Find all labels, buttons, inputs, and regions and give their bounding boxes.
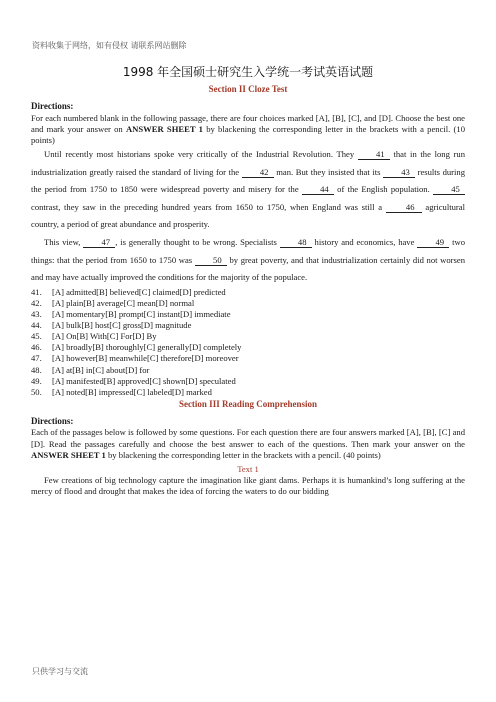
option-choices: [A] noted[B] impressed[C] labeled[D] marked — [52, 386, 212, 397]
option-choices: [A] On[B] With[C] For[D] By — [52, 331, 157, 342]
option-choices: [A] plain[B] average[C] mean[D] normal — [52, 297, 195, 308]
blank-44: 44 — [302, 184, 334, 195]
passage-text: , is generally thought to be wrong. Specialists — [115, 237, 280, 248]
answer-sheet-ref: ANSWER SHEET 1 — [125, 123, 203, 134]
page-title: 1998 年全国硕士研究生入学统一考试英语试题 — [122, 65, 374, 79]
passage-text: by great poverty, and that industrialization certainly did not worsen and may have actually improved the conditions for the majority of the populace. — [31, 254, 465, 283]
option-row — [31, 376, 465, 387]
directions-text: by blackening the corresponding letter in the brackets with a pencil. (40 points) — [105, 449, 381, 460]
blank-45: 45 — [433, 184, 465, 195]
header-note: 资料收集于网络，如有侵权 请联系网站删除 — [32, 41, 187, 50]
option-number: 47. — [31, 353, 42, 364]
passage-text: man. But they insisted that its — [273, 166, 384, 177]
passage-text: contrast, they saw in the preceding hundred years from 1650 to 1750, when England was still a — [31, 201, 386, 212]
text-1-heading: Text 1 — [237, 463, 259, 474]
option-row — [31, 353, 465, 364]
option-number: 44. — [31, 320, 42, 331]
option-row — [31, 309, 465, 320]
answer-sheet-ref: ANSWER SHEET 1 — [31, 449, 106, 460]
content-area — [31, 63, 465, 497]
option-number: 43. — [31, 309, 42, 320]
blank-43: 43 — [383, 167, 415, 178]
option-row — [31, 387, 465, 398]
cloze-paragraph-2 — [31, 234, 465, 287]
passage-text: that in the long run industrialization greatly raised the standard of living for the — [31, 149, 465, 177]
option-choices: [A] manifested[B] approved[C] shown[D] speculated — [52, 375, 236, 386]
directions-label: Directions: — [31, 101, 74, 111]
blank-41: 41 — [358, 149, 390, 160]
option-row — [31, 320, 465, 331]
directions-label: Directions: — [31, 415, 74, 426]
directions-text: For each numbered blank in the following passage, there are four choices marked [A], [B], [C], and [D]. Choose the best one and mark your answer on — [31, 112, 465, 134]
option-row — [31, 298, 465, 309]
directions-text: Each of the passages below is followed by some questions. For each question there are four answers marked [A], [B], [C] and [D]. Read the passages carefully and choose the best answer to each of the questions. Then mark your answer on the — [31, 427, 465, 449]
option-row — [31, 365, 465, 376]
option-choices: [A] bulk[B] host[C] gross[D] magnitude — [52, 320, 192, 331]
option-number: 45. — [31, 331, 42, 342]
option-choices: [A] admitted[B] believed[C] claimed[D] predicted — [52, 286, 226, 297]
option-number: 42. — [31, 297, 42, 308]
option-choices: [A] at[B] in[C] about[D] for — [52, 364, 150, 375]
blank-49: 49 — [417, 237, 449, 248]
blank-48: 48 — [280, 237, 312, 248]
section-heading-cloze: Section II Cloze Test — [208, 84, 288, 94]
option-number: 49. — [31, 375, 42, 386]
passage-text: agricultural country, a period of great abundance and prosperity. — [31, 201, 465, 230]
blank-46: 46 — [386, 202, 422, 213]
option-choices: [A] however[B] meanwhile[C] therefore[D] moreover — [52, 353, 239, 364]
option-choices: [A] momentary[B] prompt[C] instant[D] immediate — [52, 309, 231, 320]
option-number: 41. — [31, 286, 42, 297]
section-heading-reading: Section III Reading Comprehension — [178, 398, 318, 409]
option-row — [31, 331, 465, 342]
option-row — [31, 342, 465, 353]
text-1-paragraph: Few creations of big technology capture the imagination like giant dams. Perhaps it is humankind’s long suffering at the mercy of flood and drought that makes the idea of forcing the waters to do our bidding — [31, 474, 465, 497]
blank-50: 50 — [195, 255, 227, 266]
cloze-options-list — [31, 287, 465, 398]
passage-text: results during the period from 1750 to 1850 were widespread poverty and misery for the — [31, 166, 466, 195]
passage-text: Until recently most historians spoke very critically of the Industrial Revolution. They — [44, 149, 358, 160]
passage-text: history and economics, have — [311, 237, 418, 248]
passage-text: of the English population. — [333, 184, 433, 195]
footer-note: 只供学习与交流 — [32, 667, 88, 676]
option-row — [31, 287, 465, 298]
option-number: 46. — [31, 342, 42, 353]
option-number: 48. — [31, 364, 42, 375]
cloze-directions — [31, 113, 465, 147]
blank-47: 47 — [83, 237, 115, 248]
passage-text: two things: that the period from 1650 to 1750 was — [31, 237, 465, 265]
directions-text: by blackening the corresponding letter in the brackets with a pencil. (10 points) — [31, 123, 465, 145]
option-number: 50. — [31, 386, 42, 397]
blank-42: 42 — [242, 167, 274, 178]
passage-text: This view, — [44, 237, 84, 248]
option-choices: [A] broadly[B] thoroughly[C] generally[D] completely — [52, 342, 242, 353]
cloze-paragraph-1 — [31, 146, 465, 234]
reading-directions — [31, 427, 465, 461]
